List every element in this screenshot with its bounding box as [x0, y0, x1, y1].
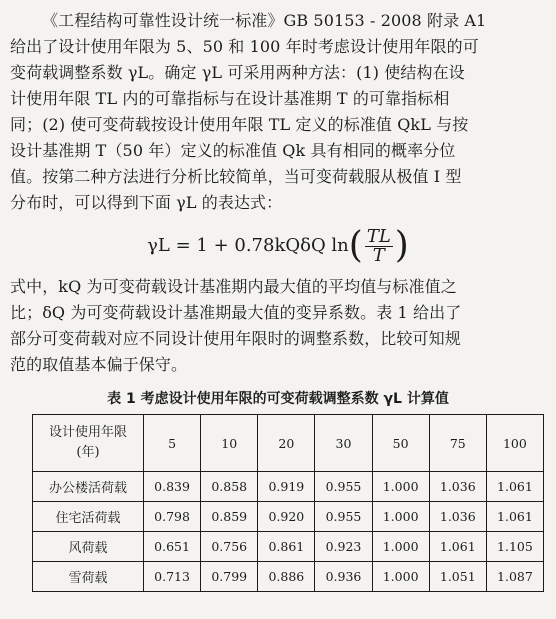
table-cell: 0.936 — [315, 562, 372, 592]
row-label: 办公楼活荷载 — [33, 472, 144, 502]
paragraph-line: 给出了设计使用年限为 5、50 和 100 年时考虑设计使用年限的可 — [10, 37, 479, 56]
formula-gamma-l — [10, 222, 546, 270]
formula-numerator: TL — [366, 225, 391, 247]
table-cell: 0.651 — [144, 532, 201, 562]
column-header: 10 — [201, 415, 258, 472]
paragraph-line: 《工程结构可靠性设计统一标准》GB 50153 - 2008 附录 A1 — [42, 11, 487, 30]
formula-denominator: T — [372, 244, 385, 266]
table-cell: 0.886 — [258, 562, 315, 592]
table-cell: 1.036 — [429, 502, 486, 532]
table-cell: 0.861 — [258, 532, 315, 562]
formula-left-paren: ( — [348, 225, 363, 266]
table-cell: 0.756 — [201, 532, 258, 562]
table-cell: 1.000 — [372, 472, 429, 502]
column-header: 50 — [372, 415, 429, 472]
paragraph-line: 比；δQ 为可变荷载设计基准期最大值的变异系数。表 1 给出了 — [10, 303, 462, 322]
table-cell: 1.000 — [372, 562, 429, 592]
table-cell: 0.920 — [258, 502, 315, 532]
corner-label-line1: 设计使用年限 — [48, 425, 127, 440]
table-row — [33, 532, 544, 562]
table-cell: 0.799 — [201, 562, 258, 592]
paragraph-line: 范的取值基本偏于保守。 — [10, 355, 188, 374]
table-cell: 0.919 — [258, 472, 315, 502]
table-cell: 1.051 — [429, 562, 486, 592]
corner-label-line2: (年) — [76, 445, 100, 460]
paragraph-line: 分布时，可以得到下面 γL 的表达式： — [10, 193, 283, 212]
table-cell: 1.061 — [486, 502, 543, 532]
table-cell: 0.859 — [201, 502, 258, 532]
table-cell: 1.000 — [372, 502, 429, 532]
adjustment-coefficient-table — [32, 414, 544, 592]
paragraph-line: 式中，kQ 为可变荷载设计基准期内最大值的平均值与标准值之 — [10, 277, 457, 296]
table-cell: 1.061 — [429, 532, 486, 562]
table-cell: 0.955 — [315, 502, 372, 532]
table-row — [33, 502, 544, 532]
paragraph-line: 计使用年限 TL 内的可靠指标与在设计基准期 T 的可靠指标相 — [10, 89, 450, 108]
table-cell: 1.105 — [486, 532, 543, 562]
table-cell: 0.923 — [315, 532, 372, 562]
column-header: 20 — [258, 415, 315, 472]
formula-lhs: γL = 1 + 0.78kQδQ ln — [147, 235, 349, 256]
row-label: 住宅活荷载 — [33, 502, 144, 532]
table-header-row — [33, 415, 544, 472]
paragraph-line: 同；(2) 使可变荷载按设计使用年限 TL 定义的标准值 QkL 与按 — [10, 115, 469, 134]
table-cell: 1.036 — [429, 472, 486, 502]
column-header: 100 — [486, 415, 543, 472]
column-header: 5 — [144, 415, 201, 472]
row-label: 风荷载 — [33, 532, 144, 562]
table-cell: 0.858 — [201, 472, 258, 502]
table-cell: 1.000 — [372, 532, 429, 562]
paragraph-line: 部分可变荷载对应不同设计使用年限时的调整系数，比较可知规 — [10, 329, 461, 348]
table-cell: 0.955 — [315, 472, 372, 502]
paragraph-line: 变荷载调整系数 γL。确定 γL 可采用两种方法：(1) 使结构在设 — [10, 63, 465, 82]
table-row — [33, 472, 544, 502]
paragraph-intro — [10, 8, 546, 216]
table-title: 表 1 考虑设计使用年限的可变荷载调整系数 γL 计算值 — [107, 391, 449, 407]
column-header: 75 — [429, 415, 486, 472]
table-cell: 0.839 — [144, 472, 201, 502]
table-row — [33, 562, 544, 592]
formula-right-paren: ) — [394, 225, 409, 266]
paragraph-line: 值。按第二种方法进行分析比较简单，当可变荷载服从极值 I 型 — [10, 167, 462, 186]
table-cell: 1.061 — [486, 472, 543, 502]
table-cell: 1.087 — [486, 562, 543, 592]
column-header: 30 — [315, 415, 372, 472]
table-corner-cell — [33, 415, 144, 472]
row-label: 雪荷载 — [33, 562, 144, 592]
table-cell: 0.798 — [144, 502, 201, 532]
paragraph-line: 设计基准期 T（50 年）定义的标准值 Qk 具有相同的概率分位 — [10, 141, 456, 160]
table-cell: 0.713 — [144, 562, 201, 592]
formula-fraction — [365, 225, 393, 266]
paragraph-explanation — [10, 274, 546, 378]
